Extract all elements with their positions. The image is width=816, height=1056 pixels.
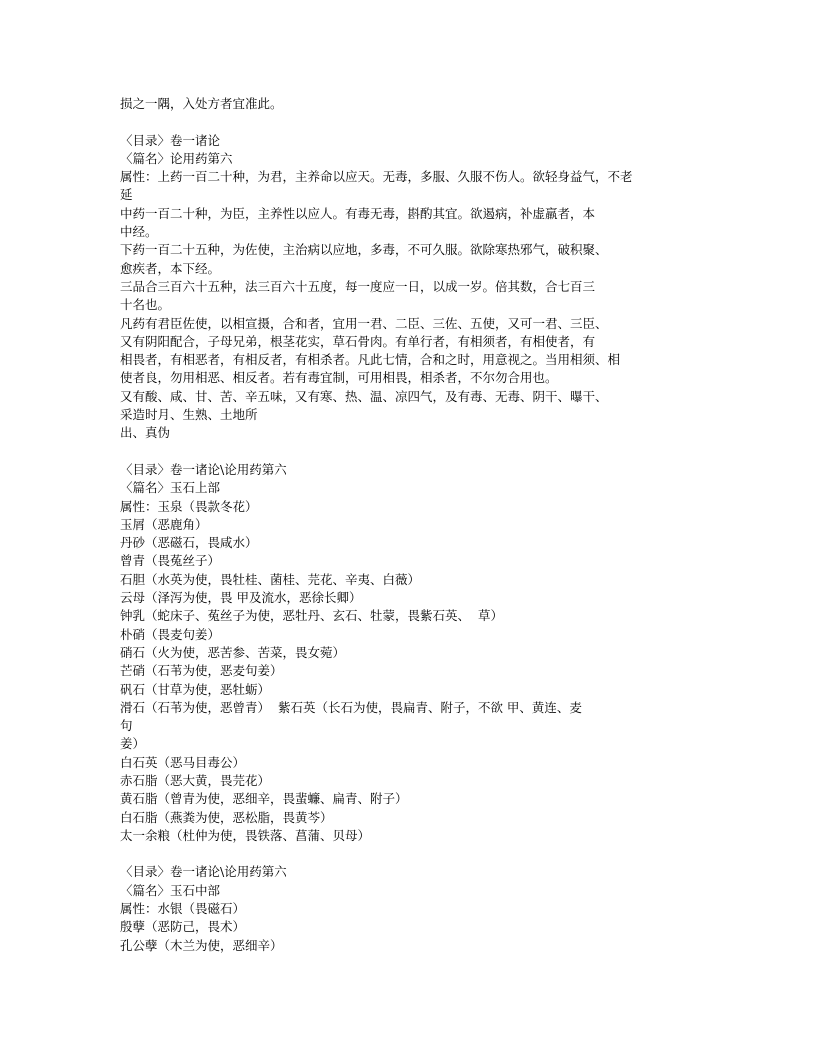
- text-line: 又有酸、咸、甘、苦、辛五味，又有寒、热、温、凉四气，及有毒、无毒、阴干、曝干、: [120, 388, 608, 404]
- text-line: 芒硝（石苇为使，恶麦句姜）: [120, 663, 283, 679]
- text-line: 硝石（火为使，恶苦参、苦菜，畏女菀）: [120, 644, 346, 660]
- text-line: 白石英（恶马目毒公）: [120, 754, 246, 770]
- text-line: 中经。: [120, 224, 158, 240]
- text-line: 损之一隅，入处方者宜准此。: [120, 96, 283, 111]
- blank-line: [120, 113, 700, 131]
- text-line: 孔公孽（木兰为使，恶细辛）: [120, 937, 283, 953]
- text-line: 云母（泽泻为使，畏 甲及流水，恶徐长卿）: [120, 590, 362, 606]
- text-line: 属性：上药一百二十种，为君，主养命以应天。无毒，多服、久服不伤人。欲轻身益气，不老: [120, 169, 633, 185]
- text-line: 朴硝（畏麦句姜）: [120, 626, 221, 642]
- text-line: 出、真伪: [120, 425, 171, 441]
- text-line: 延: [120, 187, 133, 203]
- text-line: 中药一百二十种，为臣，主养性以应人。有毒无毒，斟酌其宜。欲遏病，补虚羸者，本: [120, 205, 596, 221]
- text-line: 石胆（水英为使，畏牡桂、菌桂、芫花、辛夷、白薇）: [120, 571, 421, 587]
- text-line: 愈疾者，本下经。: [120, 260, 221, 276]
- text-line: 句: [120, 718, 133, 734]
- text-line: 属性：玉泉（畏款冬花）: [120, 498, 258, 514]
- text-line: 相畏者，有相恶者，有相反者，有相杀者。凡此七情，合和之时，用意视之。当用相须、相: [120, 352, 621, 368]
- blank-line: [120, 443, 700, 461]
- text-line: 黄石脂（曾青为使，恶细辛，畏蜚蠊、扁青、附子）: [120, 791, 408, 807]
- text-line: 玉屑（恶鹿角）: [120, 516, 208, 532]
- catalog-heading: 〈目录〉卷一诸论: [120, 132, 221, 148]
- text-line: 白石脂（燕粪为使，恶松脂，畏黄芩）: [120, 809, 333, 825]
- text-line: 采造时月、生熟、土地所: [120, 407, 258, 423]
- text-line: 凡药有君臣佐使，以相宣摄，合和者，宜用一君、二臣、三佐、五使，又可一君、三臣、: [120, 315, 608, 331]
- text-line: 滑石（石苇为使，恶曾青） 紫石英（长石为使，畏扁青、附子，不欲 甲、黄连、麦: [120, 699, 582, 715]
- text-line: 赤石脂（恶大黄，畏芫花）: [120, 772, 271, 788]
- chapter-heading: 〈篇名〉论用药第六: [120, 150, 233, 166]
- text-line: 十名也。: [120, 297, 171, 313]
- chapter-heading: 〈篇名〉玉石中部: [120, 882, 221, 898]
- text-line: 殷孽（恶防己，畏术）: [120, 919, 246, 935]
- text-line: 使者良，勿用相恶、相反者。若有毒宜制，可用相畏，相杀者，不尔勿合用也。: [120, 370, 558, 386]
- text-line: 钟乳（蛇床子、菟丝子为使，恶牡丹、玄石、牡蒙，畏紫石英、 草）: [120, 608, 503, 624]
- catalog-heading: 〈目录〉卷一诸论\论用药第六: [120, 864, 287, 880]
- text-line: 矾石（甘草为使，恶牡蛎）: [120, 681, 271, 697]
- text-line: 属性：水银（畏磁石）: [120, 901, 246, 917]
- catalog-heading: 〈目录〉卷一诸论\论用药第六: [120, 461, 287, 477]
- text-line: 丹砂（恶磁石，畏咸水）: [120, 535, 258, 551]
- document-page: [120, 95, 700, 955]
- text-line: 下药一百二十五种，为佐使，主治病以应地，多毒，不可久服。欲除寒热邪气，破积聚、: [120, 242, 608, 258]
- blank-line: [120, 845, 700, 863]
- text-line: 又有阴阳配合，子母兄弟，根茎花实，草石骨肉。有单行者，有相须者，有相使者，有: [120, 333, 596, 349]
- text-line: 太一余粮（杜仲为使，畏铁落、菖蒲、贝母）: [120, 827, 371, 843]
- text-line: 姜）: [120, 736, 146, 752]
- chapter-heading: 〈篇名〉玉石上部: [120, 480, 221, 496]
- text-line: 三品合三百六十五种，法三百六十五度，每一度应一日，以成一岁。倍其数，合七百三: [120, 278, 596, 294]
- text-line: 曾青（畏菟丝子）: [120, 553, 221, 569]
